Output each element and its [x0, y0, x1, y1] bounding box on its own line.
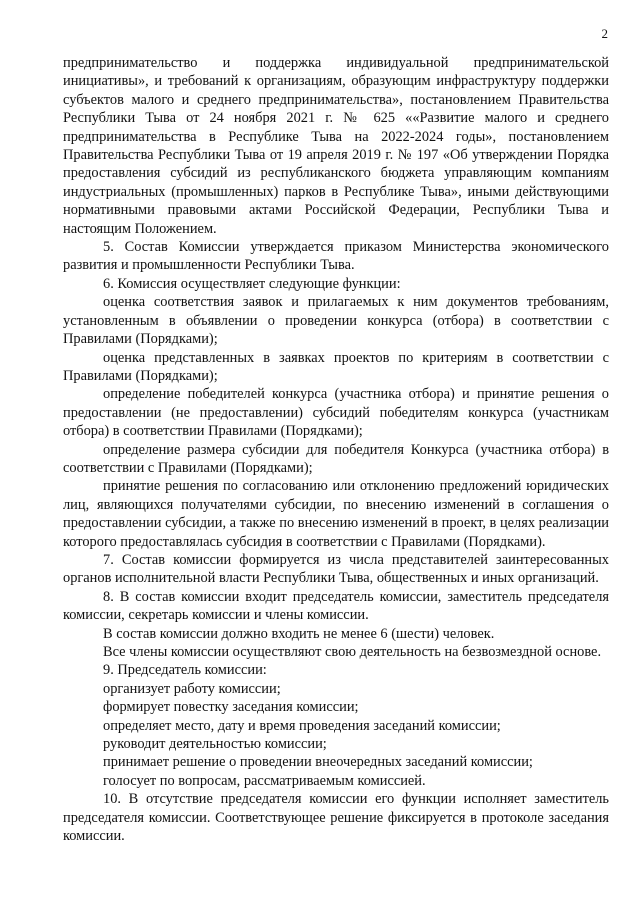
paragraph-chair-duty-4: руководит деятельностью комиссии; [103, 736, 327, 753]
paragraph-composition: В состав комиссии должно входить не менее 6 (шести) человек. [103, 625, 495, 642]
paragraph-function-1: оценка соответствия заявок и прилагаемых к ним документов требованиям, установленным в объявлении о проведении конкурса (отбора) в соответствии с Правилами (Порядками); [63, 294, 609, 348]
paragraph-item-6: 6. Комиссия осуществляет следующие функции: [103, 275, 401, 292]
paragraph-item-7: 7. Состав комиссии формируется из числа представителей заинтересованных органов исполнительной власти Республики Тыва, общественных и иных организаций. [63, 551, 609, 587]
paragraph-chair-duty-5: принимает решение о проведении внеочередных заседаний комиссии; [103, 754, 533, 771]
paragraph-function-3: определение победителей конкурса (участника отбора) и принятие решения о предоставлении (не предоставлении) субсидий победителям конкурса (участникам отбора) в соответствии Правилами (Порядками); [63, 386, 609, 440]
paragraph-item-9: 9. Председатель комиссии: [103, 662, 267, 679]
document-body [63, 54, 609, 845]
paragraph-item-5: 5. Состав Комиссии утверждается приказом Министерства экономического развития и промышленности Республики Тыва. [63, 239, 609, 274]
paragraph-item-10: 10. В отсутствие председателя комиссии его функции исполняет заместитель председателя комиссии. Соответствующее решение фиксируется в протоколе заседания комиссии. [63, 791, 609, 845]
paragraph-function-4: определение размера субсидии для победителя Конкурса (участника отбора) в соответствии с Правилами (Порядками); [63, 441, 609, 476]
paragraph-chair-duty-1: организует работу комиссии; [103, 680, 281, 697]
paragraph-chair-duty-3: определяет место, дату и время проведения заседаний комиссии; [103, 717, 501, 734]
paragraph-function-2: оценка представленных в заявках проектов по критериям в соответствии с Правилами (Порядками); [63, 349, 609, 384]
paragraph-preamble-continued: предпринимательство и поддержка индивидуальной предпринимательской инициативы», и требований к организациям, образующим инфраструктуру поддержки субъектов малого и среднего предпринимательства», постановлением Правительства Республики Тыва от 24 ноября 2021 г. № 625 ««Развитие малого и среднего предпринимательства в Республике Тыва на 2022-2024 годы», постановлением Правительства Республики Тыва от 19 апреля 2019 г. № 197 «Об утверждении Порядка предоставления субсидий из республиканского бюджета управляющим компаниям индустриальных (промышленных) парков в Республике Тыва», иными действующими нормативными правовыми актами Российской Федерации, Республики Тыва и настоящим Положением. [63, 55, 609, 237]
paragraph-item-8: 8. В состав комиссии входит председатель комиссии, заместитель председателя комиссии, секретарь комиссии и члены комиссии. [63, 588, 609, 624]
paragraph-function-5: принятие решения по согласованию или отклонению предложений юридических лиц, являющихся получателями субсидии, по внесению изменений в соглашения о предоставлении субсидии, а также по внесению изменений в проект, в целях реализации которого предоставлялась субсидия в соответствии с Правилами (Порядками). [63, 478, 609, 550]
paragraph-chair-duty-2: формирует повестку заседания комиссии; [103, 699, 359, 716]
page-number: 2 [601, 26, 608, 41]
paragraph-voluntary-basis: Все члены комиссии осуществляют свою деятельность на безвозмездной основе. [103, 644, 602, 660]
paragraph-chair-duty-6: голосует по вопросам, рассматриваемым комиссией. [103, 772, 426, 789]
